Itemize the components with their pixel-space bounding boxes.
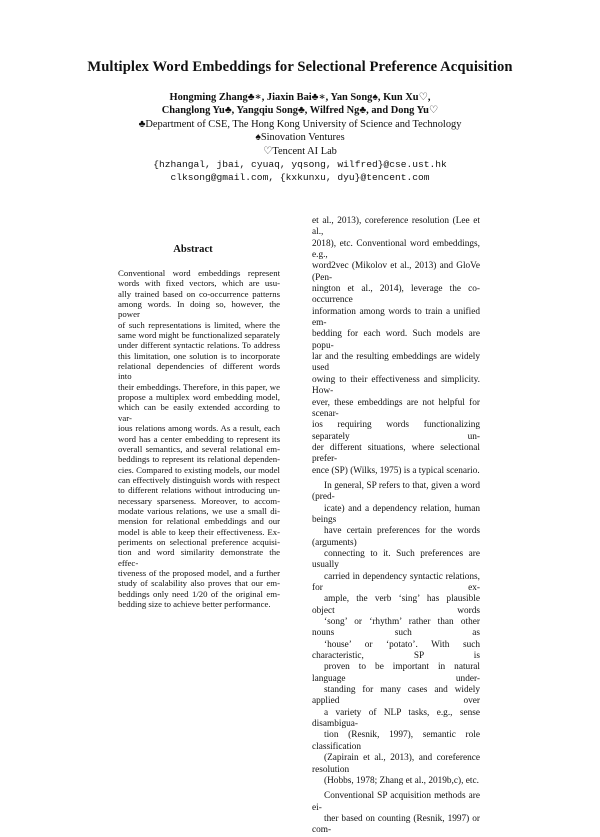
abstract-line: cies. Compared to existing models, our model (118, 464, 280, 475)
abstract-line: which can be easily extended according to var- (118, 402, 280, 423)
paper-title: Multiplex Word Embeddings for Selectional Preference Acquisition (87, 59, 513, 75)
abstract-line: study of scalability also proves that our em- (118, 578, 280, 589)
abstract-line: same word might be functionalized separately (118, 330, 280, 341)
abstract-line: to different relations without introducing un- (118, 485, 280, 496)
paragraph-line: have certain preferences for the words (arguments) (312, 526, 480, 548)
paragraph-line: carried in dependency syntactic relations, for ex- (312, 571, 480, 593)
abstract-line: model is able to keep their effectiveness. Ex- (118, 526, 280, 537)
abstract-line: of such representations is limited, where the (118, 319, 280, 330)
right-column (312, 216, 480, 837)
email-line-1: {hzhangal, jbai, cyuaq, yqsong, wilfred}@cse.ust.hk (153, 159, 447, 171)
abstract-line: ious relations among words. As a result, each (118, 423, 280, 434)
paragraph-line: ever, these embeddings are not helpful for scenar- (312, 397, 480, 419)
paragraph-line: standing for many cases and widely applied over (312, 685, 480, 707)
intro-paragraph-1 (312, 216, 480, 477)
authors-line-1: Hongming Zhang♣∗, Jiaxin Bai♣∗, Yan Song♠, Kun Xu♡, (169, 92, 431, 103)
paragraph-line: ence (SP) (Wilks, 1975) is a typical scenario. (312, 465, 480, 476)
abstract-line: can effectively distinguish words with respect (118, 474, 280, 485)
paragraph-line: lar and the resulting embeddings are widely used (312, 352, 480, 374)
paragraph-line: information among words to train a unified em- (312, 306, 480, 329)
paragraph-line: der different situations, where selectional prefer- (312, 442, 480, 465)
paragraph-line: (Zapirain et al., 2013), and coreference resolution (312, 753, 480, 775)
paragraph-line: a variety of NLP tasks, e.g., sense disambigua- (312, 707, 480, 730)
paragraph-line: bedding for each word. Such models are popu- (312, 329, 480, 351)
abstract-line: propose a multiplex word embedding model, (118, 392, 280, 403)
abstract-line: this limitation, one solution is to incorporate (118, 350, 280, 361)
abstract-line: under different syntactic relations. To address (118, 340, 280, 351)
abstract-line: word has a center embedding to represent its (118, 433, 280, 444)
intro-paragraph-3 (312, 791, 480, 836)
paragraph-line: word2vec (Mikolov et al., 2013) and GloVe (Pen- (312, 261, 480, 283)
abstract-line: necessary sparseness. Moreover, to accom- (118, 495, 280, 506)
abstract-line: modate various relations, we use a small di- (118, 505, 280, 516)
affiliation-sinovation: ♠Sinovation Ventures (255, 132, 345, 144)
paragraph-line: ‘song’ or ‘rhythm’ rather than other nouns such as (312, 617, 480, 639)
paragraph-line: tion (Resnik, 1997), semantic role classification (312, 730, 480, 752)
abstract-line: bedding size to achieve better performance. (118, 599, 271, 609)
paragraph-line: connecting to it. Such preferences are usually (312, 548, 480, 571)
abstract-line: ally trained based on co-occurrence patterns (118, 288, 280, 299)
paragraph-line: (Hobbs, 1978; Zhang et al., 2019b,c), etc. (324, 775, 479, 786)
paragraph-line: Conventional SP acquisition methods are ei- (312, 791, 480, 813)
paragraph-line: icate) and a dependency relation, human beings (312, 503, 480, 525)
abstract-line: mension for relational embeddings and our (118, 516, 280, 527)
paragraph-line: ther based on counting (Resnik, 1997) or com- (312, 813, 480, 836)
abstract-heading: Abstract (173, 244, 213, 255)
affiliation-tencent: ♡Tencent AI Lab (263, 145, 337, 157)
abstract-line: among words. In doing so, however, the power (118, 299, 280, 320)
abstract-body (118, 268, 280, 609)
paragraph-line: ios requiring words functionalizing separately un- (312, 420, 480, 442)
authors-line-2: Changlong Yu♣, Yangqiu Song♣, Wilfred Ng♣, and Dong Yu♡ (161, 105, 439, 117)
abstract-line: tiveness of the proposed model, and a further (118, 567, 280, 578)
abstract-line: beddings to represent its relational dependen- (118, 454, 280, 465)
paragraph-line: nington et al., 2014), leverage the co-occurrence (312, 284, 480, 306)
abstract-line: periments on selectional preference acquisi- (118, 536, 280, 547)
abstract-line: their embeddings. Therefore, in this paper, we (118, 381, 280, 392)
abstract-line: Conventional word embeddings represent (118, 268, 280, 278)
paragraph-line: ample, the verb ‘sing’ has plausible object words (312, 594, 480, 616)
abstract-line: words with fixed vectors, which are usu- (118, 278, 280, 289)
intro-paragraph-2 (312, 481, 480, 787)
paragraph-line: owing to their effectiveness and simplicity. How- (312, 374, 480, 397)
paragraph-line: et al., 2013), coreference resolution (Lee et al., (312, 216, 480, 238)
paragraph-line: proven to be important in natural language under- (312, 662, 480, 684)
affiliation-hkust: ♣Department of CSE, The Hong Kong University of Science and Technology (138, 118, 462, 130)
paragraph-line: 2018), etc. Conventional word embeddings, e.g., (312, 238, 480, 261)
paragraph-line: In general, SP refers to that, given a word (pred- (312, 480, 480, 503)
email-line-2: clksong@gmail.com, {kxkunxu, dyu}@tencent.com (170, 172, 430, 184)
abstract-line: overall semantics, and several relational em- (118, 443, 280, 454)
abstract-line: beddings only need 1/20 of the original em- (118, 588, 280, 599)
abstract-line: relational dependencies of different words into (118, 361, 280, 382)
paragraph-line: ‘house’ or ‘potato’. With such characteristic, SP is (312, 639, 480, 662)
author-block (0, 91, 600, 185)
abstract-line: tion and word similarity demonstrate the effec- (118, 547, 280, 568)
